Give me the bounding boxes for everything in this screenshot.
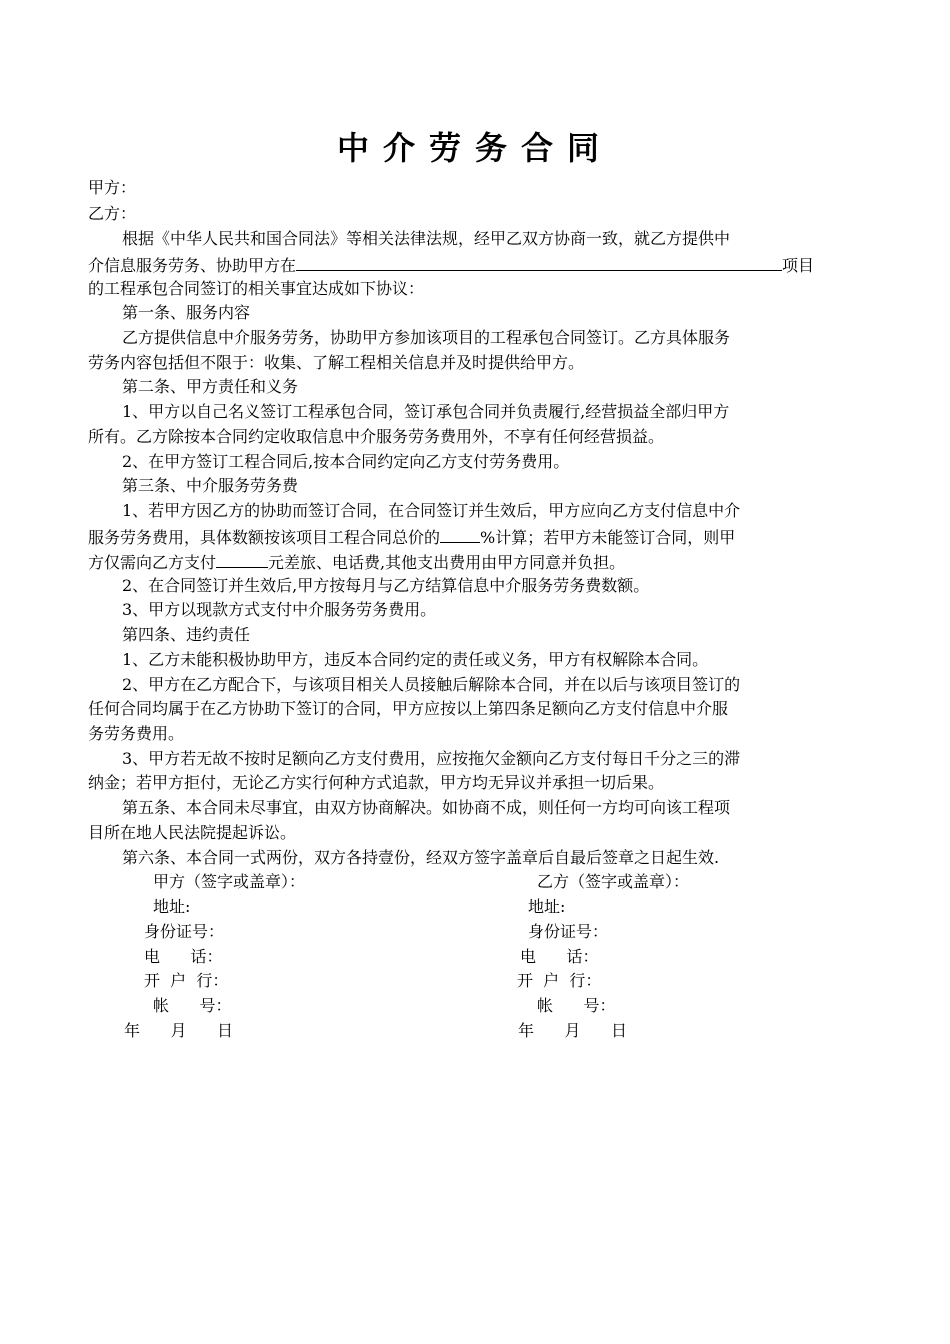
article-4-clause-2a: 2、甲方在乙方配合下，与该项目相关人员接触后解除本合同，并在以后与该项目签订的 [122, 675, 741, 694]
party-b-address: 地址: [528, 897, 566, 916]
intro-line-1: 根据《中华人民共和国合同法》等相关法律法规，经甲乙双方协商一致，就乙方提供中 [122, 229, 731, 248]
article-2-heading: 第二条、甲方责任和义务 [122, 377, 299, 396]
party-a-phone: 电 话： [144, 947, 223, 966]
article-1-line-2: 劳务内容包括但不限于：收集、了解工程相关信息并及时提供给甲方。 [88, 353, 585, 372]
intro-line-3: 的工程承包合同签订的相关事宜达成如下协议： [88, 279, 425, 298]
article-3-clause-2: 2、在合同签订并生效后,甲方按每月与乙方结算信息中介服务劳务费数额。 [122, 576, 650, 595]
party-a-account: 帐 号： [153, 996, 232, 1015]
article-4-clause-1: 1、乙方未能积极协助甲方，违反本合同约定的责任或义务，甲方有权解除本合同。 [122, 650, 709, 669]
article-6: 第六条、本合同一式两份，双方各持壹份，经双方签字盖章后自最后签章之日起生效. [122, 848, 720, 867]
party-a-date: 年 月 日 [124, 1021, 234, 1040]
party-a-address: 地址: [153, 897, 191, 916]
party-b-id-number: 身份证号： [528, 922, 609, 941]
article-5-line-2: 目所在地人民法院提起诉讼。 [88, 823, 297, 842]
party-a-signature: 甲方（签字或盖章）： [153, 872, 306, 891]
party-b-bank: 开 户 行： [517, 971, 602, 990]
article-2-clause-1b: 所有。乙方除按本合同约定收取信息中介服务劳务费用外，不享有任何经营损益。 [88, 427, 665, 446]
article-4-clause-2c: 务劳务费用。 [88, 724, 185, 743]
party-a-id-number: 身份证号： [144, 922, 225, 941]
project-name-blank [296, 254, 782, 271]
article-4-clause-2b: 任何合同均属于在乙方协助下签订的合同，甲方应按以上第四条足额向乙方支付信息中介服 [88, 699, 729, 718]
article-3-clause-1b: 服务劳务费用，具体数额按该项目工程合同总价的 %计算；若甲方未能签订合同，则甲 [88, 528, 736, 547]
article-2-clause-2: 2、在甲方签订工程合同后,按本合同约定向乙方支付劳务费用。 [122, 452, 570, 471]
article-3-heading: 第三条、中介服务劳务费 [122, 476, 299, 495]
article-5-line-1: 第五条、本合同未尽事宜，由双方协商解决。如协商不成，则任何一方均可向该工程项 [122, 798, 731, 817]
party-a-bank: 开 户 行： [144, 971, 229, 990]
party-b-signature: 乙方（签字或盖章）： [537, 872, 690, 891]
article-4-clause-3b: 纳金；若甲方拒付，无论乙方实行何种方式追款，甲方均无异议并承担一切后果。 [88, 773, 665, 792]
party-a-label: 甲方： [88, 178, 137, 197]
article-4-clause-3a: 3、甲方若无故不按时足额向乙方支付费用，应按拖欠金额向乙方支付每日千分之三的滞 [122, 749, 741, 768]
article-2-clause-1a: 1、甲方以自己名义签订工程承包合同，签订承包合同并负责履行,经营损益全部归甲方 [122, 402, 730, 421]
article-4-heading: 第四条、违约责任 [122, 625, 251, 644]
article-1-line-1: 乙方提供信息中介服务劳务，协助甲方参加该项目的工程承包合同签订。乙方具体服务 [122, 328, 731, 347]
article-3-clause-1a: 1、若甲方因乙方的协助而签订合同，在合同签订并生效后，甲方应向乙方支付信息中介 [122, 501, 741, 520]
party-b-account: 帐 号： [537, 996, 616, 1015]
amount-blank [216, 551, 268, 568]
article-3-clause-3: 3、甲方以现款方式支付中介服务劳务费用。 [122, 600, 437, 619]
article-1-heading: 第一条、服务内容 [122, 303, 251, 322]
document-title: 中介劳务合同 [336, 129, 613, 167]
party-b-date: 年 月 日 [518, 1021, 628, 1040]
party-b-phone: 电 话： [520, 947, 599, 966]
percentage-blank [440, 526, 480, 543]
party-b-label: 乙方： [88, 204, 137, 223]
article-3-clause-1c: 方仅需向乙方支付 元差旅、电话费,其他支出费用由甲方同意并负担。 [88, 553, 626, 572]
intro-line-2: 介信息服务劳务、协助甲方在 项目 [88, 256, 815, 275]
